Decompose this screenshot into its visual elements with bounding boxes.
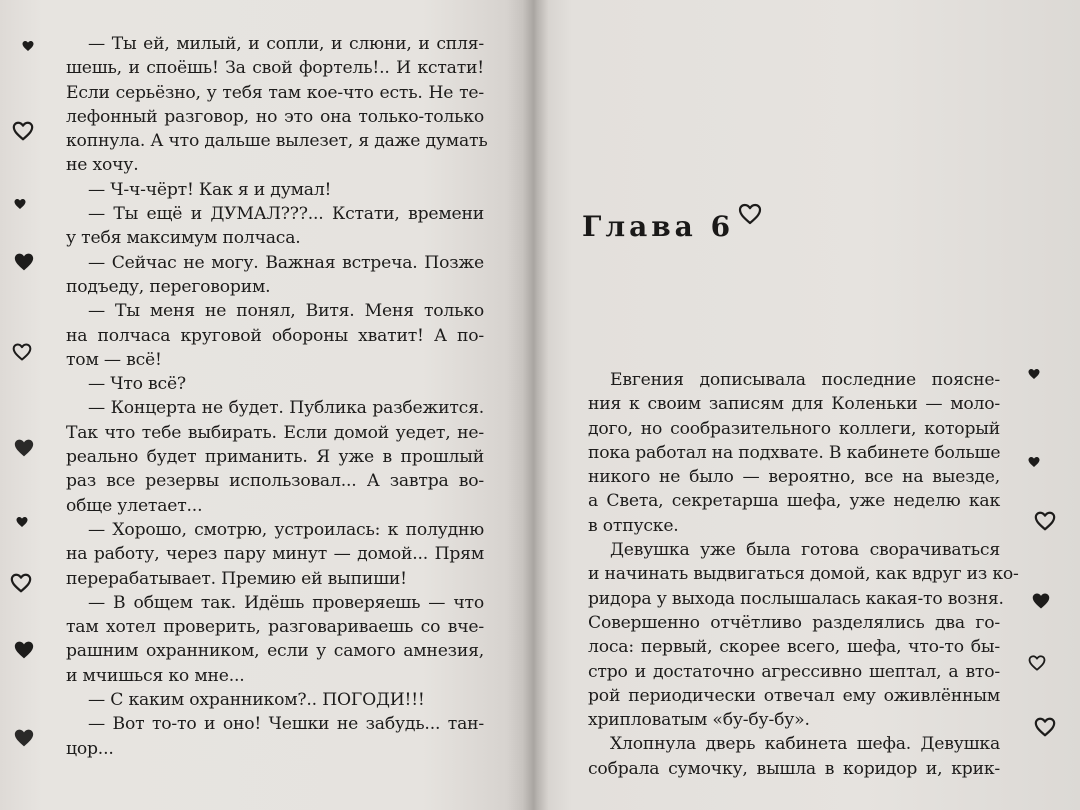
text-line: рашним охранником, если у самого амнезия, <box>66 641 484 662</box>
heart-outline-icon <box>1034 510 1056 532</box>
text-line: рой периодически отвечал ему оживлённым <box>588 685 1000 706</box>
heart-outline-icon <box>738 202 762 226</box>
text-line: на работу, через пару минут — домой... Прям <box>66 544 484 565</box>
heart-outline-icon <box>12 120 34 142</box>
text-line: цор... <box>66 738 114 759</box>
text-line: — Ты ещё и ДУМАЛ???... Кстати, времени <box>88 204 484 225</box>
heart-solid-icon <box>14 438 34 458</box>
text-line: ридора у выхода послышалась какая-то возня. <box>588 588 1004 609</box>
text-line: никого не было — вероятно, все на выезде, <box>588 467 1000 488</box>
text-line: на полчаса круговой обороны хватит! А по- <box>66 325 484 346</box>
text-line: лефонный разговор, но это она только-только <box>66 106 484 127</box>
text-line: пока работал на подхвате. В кабинете больше <box>588 442 1001 463</box>
text-line: Девушка уже была готова сворачиваться <box>610 540 1000 561</box>
text-line: раз все резервы использовал... А завтра во- <box>66 471 484 492</box>
heart-outline-icon <box>12 342 32 362</box>
book-gutter <box>522 0 548 810</box>
text-line: и мчишься ко мне... <box>66 665 245 686</box>
text-line: — В общем так. Идёшь проверяешь — что <box>88 592 484 613</box>
text-line: том — всё! <box>66 349 162 370</box>
text-line: — Вот то-то и оно! Чешки не забудь... тан- <box>88 714 484 735</box>
text-line: — Концерта не будет. Публика разбежится. <box>88 398 484 419</box>
text-line: в отпуске. <box>588 515 679 536</box>
text-line: обще улетает... <box>66 495 203 516</box>
heart-outline-icon <box>1028 654 1046 672</box>
left-page-text <box>66 32 488 761</box>
heart-solid-icon <box>1032 592 1050 610</box>
text-line: — Сейчас не могу. Важная встреча. Позже <box>88 252 484 273</box>
text-line: Если серьёзно, у тебя там кое-что есть. Не те- <box>66 82 484 103</box>
text-line: там хотел проверить, разговариваешь со вче- <box>66 617 484 638</box>
heart-solid-icon <box>14 198 26 210</box>
heart-solid-icon <box>14 252 34 272</box>
heart-solid-icon <box>14 728 34 748</box>
text-line: копнула. А что дальше вылезет, я даже думать <box>66 131 488 152</box>
text-line: Так что тебе выбирать. Если домой уедет, не- <box>66 422 484 443</box>
chapter-title: Глава 6 <box>582 210 735 243</box>
text-line: Хлопнула дверь кабинета шефа. Девушка <box>610 734 1000 755</box>
text-line: подъеду, переговорим. <box>66 276 271 297</box>
text-line: перерабатывает. Премию ей выпиши! <box>66 568 407 589</box>
heart-solid-icon <box>16 516 28 528</box>
text-line: Евгения дописывала последние поясне- <box>610 370 1000 390</box>
text-line: шешь, и споёшь! За свой фортель!.. И кстати! <box>66 58 484 79</box>
text-line: лоса: первый, скорее всего, шефа, что-то бы- <box>588 637 1000 658</box>
heart-solid-icon <box>22 40 34 52</box>
text-line: не хочу. <box>66 155 139 176</box>
heart-outline-icon <box>10 572 32 594</box>
text-line: ния к своим записям для Коленьки — моло- <box>588 394 1000 415</box>
heart-solid-icon <box>1028 368 1040 380</box>
text-line: реально будет приманить. Я уже в прошлый <box>66 447 484 468</box>
text-line: — Ты меня не понял, Витя. Меня только <box>88 301 484 322</box>
text-line: — Ты ей, милый, и сопли, и слюни, и спля- <box>88 34 484 54</box>
text-line: Совершенно отчётливо разделялись два го- <box>588 612 1000 633</box>
text-line: дого, но сообразительного коллеги, который <box>588 418 1000 439</box>
text-line: — Что всё? <box>88 374 186 395</box>
text-line: хрипловатым «бу-бу-бу». <box>588 710 810 731</box>
heart-solid-icon <box>1028 456 1040 468</box>
text-line: — Хорошо, смотрю, устроилась: к полудню <box>88 519 484 540</box>
text-line: у тебя максимум полчаса. <box>66 228 301 249</box>
text-line: — Ч-ч-чёрт! Как я и думал! <box>88 179 332 200</box>
text-line: а Света, секретарша шефа, уже неделю как <box>588 491 1000 512</box>
text-line: — С каким охранником?.. ПОГОДИ!!! <box>88 690 425 711</box>
text-line: стро и достаточно агрессивно шептал, а вто- <box>588 661 1000 682</box>
heart-outline-icon <box>1034 716 1056 738</box>
text-line: и начинать выдвигаться домой, как вдруг из ко- <box>588 564 1019 585</box>
right-page-text <box>588 368 1019 781</box>
heart-solid-icon <box>14 640 34 660</box>
text-line: собрала сумочку, вышла в коридор и, крик- <box>588 758 1000 779</box>
